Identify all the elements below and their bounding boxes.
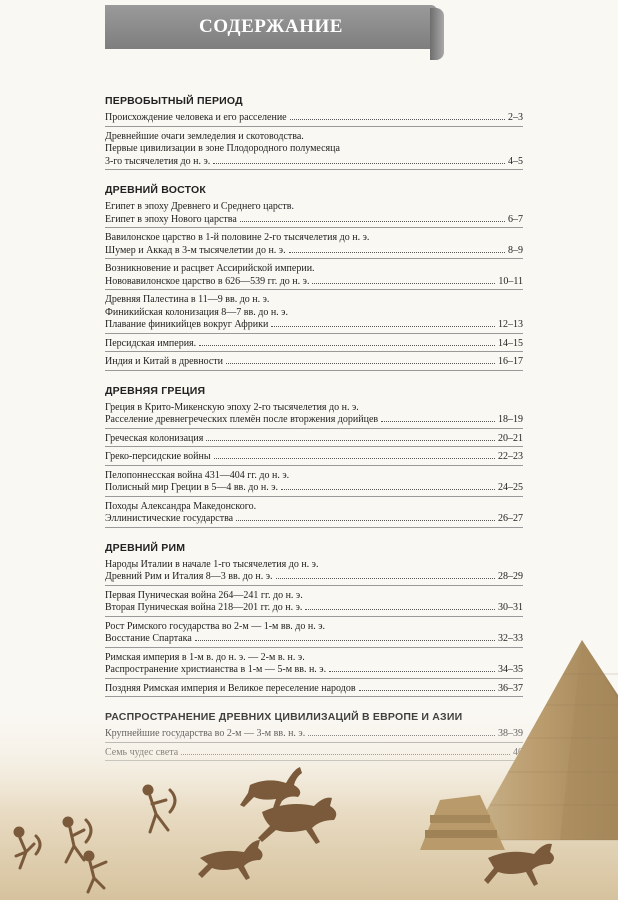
entry-text: 3-го тысячелетия до н. э.	[105, 155, 211, 167]
toc-entry[interactable]	[105, 401, 523, 429]
page-number: 20–21	[498, 432, 523, 444]
page-number: 12–13	[498, 319, 523, 330]
cave-painting-and-pyramids-illustration	[0, 600, 618, 900]
dot-leader	[240, 221, 505, 222]
dot-leader	[206, 440, 495, 441]
entry-text: Персидская империя.	[105, 337, 197, 349]
section-title: ДРЕВНЯЯ ГРЕЦИЯ	[105, 384, 206, 397]
entry-text: Финикийская колонизация 8—7 вв. до н. э.	[105, 306, 288, 318]
toc-section	[105, 183, 523, 371]
dot-leader	[381, 421, 495, 422]
page-number: 4–5	[508, 155, 523, 167]
page-number: 22–23	[498, 451, 523, 462]
page-number: 8–9	[508, 244, 523, 256]
dot-leader	[289, 252, 505, 253]
entry-text: Вавилонское царство в 1-й половине 2-го тысячелетия до н. э.	[105, 232, 370, 243]
page-number: 30–31	[498, 602, 523, 613]
entry-text: Полисный мир Греции в 5—4 вв. до н. э.	[105, 482, 279, 493]
entry-text: Происхождение человека и его расселение	[105, 112, 287, 123]
entry-text: Рост Римского государства во 2-м — 1-м вв. до н. э.	[105, 620, 326, 632]
section-title: ПЕРВОБЫТНЫЙ ПЕРИОД	[105, 95, 243, 107]
entry-text: Походы Александра Македонского.	[105, 500, 257, 512]
page-number: 24–25	[498, 482, 523, 493]
dot-leader	[213, 163, 505, 164]
toc-entry[interactable]	[105, 262, 523, 290]
page-number: 16–17	[498, 356, 523, 367]
entry-text: Египет в эпоху Древнего и Среднего царств.	[105, 201, 294, 212]
entry-text: Возникновение и расцвет Ассирийской империи.	[105, 263, 315, 274]
page-number: 32–33	[498, 633, 523, 644]
entry-text: Эллинистические государства	[105, 513, 234, 524]
toc-entry[interactable]	[105, 450, 523, 466]
banner-scroll-curl	[430, 8, 444, 60]
dot-leader	[214, 458, 495, 459]
dot-leader	[312, 283, 495, 284]
entry-text: Первая Пуническая война 264—241 гг. до н. э.	[105, 589, 303, 601]
entry-text: Египет в эпоху Нового царства	[105, 213, 237, 225]
section-title: ДРЕВНИЙ РИМ	[105, 541, 186, 554]
dot-leader	[226, 363, 495, 364]
entry-text: Вторая Пуническая война 218—201 гг. до н. э.	[105, 602, 303, 613]
entry-text: Первые цивилизации в зоне Плодородного полумесяца	[105, 143, 340, 154]
toc-entry[interactable]	[105, 231, 523, 259]
toc-entry[interactable]	[105, 355, 523, 371]
page-number: 10–11	[498, 275, 523, 287]
entry-text: Пелопоннесская война 431—404 гг. до н. э.	[105, 469, 290, 481]
entry-text: Нововавилонское царство в 626—539 гг. до н. э.	[105, 275, 310, 287]
dot-leader	[199, 345, 495, 346]
toc-entry[interactable]	[105, 111, 523, 127]
toc-entry[interactable]	[105, 293, 523, 334]
page-title: СОДЕРЖАНИЕ	[199, 16, 343, 37]
page-number: 34–35	[498, 664, 523, 675]
toc-entry[interactable]	[105, 500, 523, 528]
entry-text: Поздняя Римская империя и Великое переселение народов	[105, 682, 356, 694]
page-number: 14–15	[498, 337, 523, 349]
toc-entry[interactable]	[105, 337, 523, 353]
entry-text: Древнейшие очаги земледелия и скотоводства.	[105, 130, 304, 142]
entry-text: Греко-персидские войны	[105, 451, 211, 462]
entry-text: Греческая колонизация	[105, 432, 204, 444]
entry-text: Расселение древнегреческих племён после вторжения дорийцев	[105, 414, 379, 425]
entry-text: Индия и Китай в древности	[105, 356, 223, 367]
contents-banner	[105, 5, 437, 49]
entry-text: Восстание Спартака	[105, 633, 192, 644]
dot-leader	[276, 578, 496, 579]
toc-entry[interactable]	[105, 200, 523, 228]
page-number: 18–19	[498, 414, 523, 425]
page-number: 6–7	[508, 213, 523, 225]
toc-section	[105, 94, 523, 170]
dot-leader	[290, 119, 505, 120]
entry-text: Римская империя в 1-м в. до н. э. — 2-м в. н. э.	[105, 651, 305, 663]
dot-leader	[236, 520, 495, 521]
entry-text: Древняя Палестина в 11—9 вв. до н. э.	[105, 294, 270, 305]
dot-leader	[271, 326, 495, 327]
dot-leader	[281, 489, 495, 490]
entry-text: Древний Рим и Италия 8—3 вв. до н. э.	[105, 571, 273, 582]
entry-text: Народы Италии в начале 1-го тысячелетия до н. э.	[105, 558, 319, 570]
entry-text: Распространение христианства в 1-м — 5-м вв. н. э.	[105, 664, 327, 675]
toc-section	[105, 384, 523, 528]
entry-text: Греция в Крито-Микенскую эпоху 2-го тысячелетия до н. э.	[105, 401, 359, 413]
section-title: ДРЕВНИЙ ВОСТОК	[105, 184, 207, 196]
toc-entry[interactable]	[105, 469, 523, 497]
entry-text: Шумер и Аккад в 3-м тысячелетии до н. э.	[105, 244, 286, 256]
page-number: 36–37	[498, 682, 523, 694]
page-number: 26–27	[498, 513, 523, 524]
toc-entry[interactable]	[105, 432, 523, 448]
entry-text: Плавание финикийцев вокруг Африки	[105, 319, 269, 330]
page-number: 2–3	[508, 112, 523, 123]
toc-entry[interactable]	[105, 558, 523, 586]
toc-entry[interactable]	[105, 130, 523, 171]
page-number: 28–29	[498, 571, 523, 582]
